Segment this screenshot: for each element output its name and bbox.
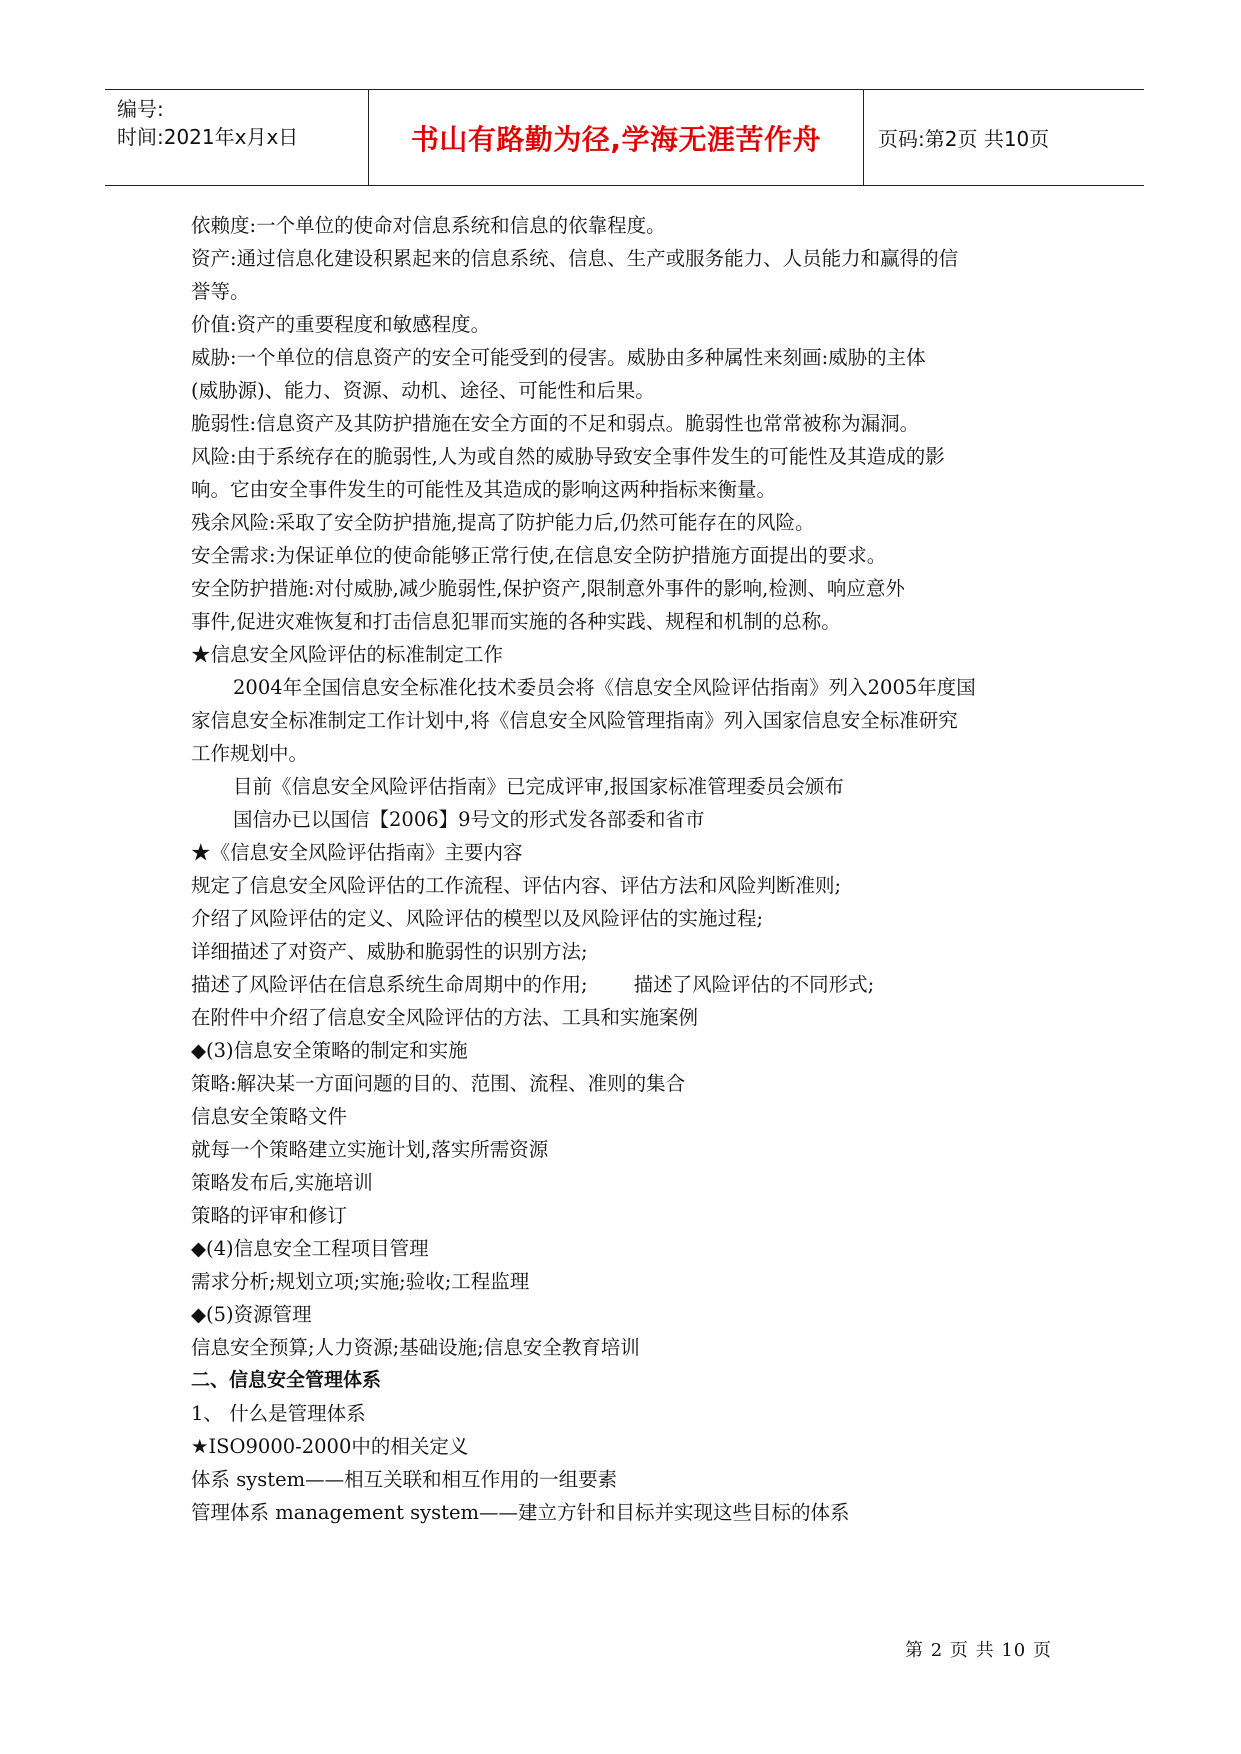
document-body	[191, 209, 1071, 1529]
header-motto: 书山有路勤为径,学海无涯苦作舟	[369, 90, 864, 185]
text-line: 策略:解决某一方面问题的目的、范围、流程、准则的集合	[191, 1072, 686, 1095]
text-line: 家信息安全标准制定工作计划中,将《信息安全风险管理指南》列入国家信息安全标准研究	[191, 709, 958, 732]
text-line	[191, 968, 1071, 1001]
section-heading: ★ISO9000-2000中的相关定义	[191, 1435, 469, 1458]
text-line: 威胁:一个单位的信息资产的安全可能受到的侵害。威胁由多种属性来刻画:威胁的主体	[191, 346, 926, 369]
section-heading: ◆(4)信息安全工程项目管理	[191, 1237, 429, 1260]
section-heading: ◆(5)资源管理	[191, 1303, 312, 1326]
page-footer: 第 2 页 共 10 页	[905, 1640, 1052, 1661]
chapter-heading: 二、信息安全管理体系	[191, 1369, 382, 1391]
text-line: 就每一个策略建立实施计划,落实所需资源	[191, 1138, 549, 1161]
page-header	[105, 89, 1144, 186]
text-line: 体系 system——相互关联和相互作用的一组要素	[191, 1468, 618, 1491]
doc-number-label: 编号:	[117, 97, 164, 121]
text-line: 目前《信息安全风险评估指南》已完成评审,报国家标准管理委员会颁布	[233, 775, 844, 798]
text-line: 风险:由于系统存在的脆弱性,人为或自然的威胁导致安全事件发生的可能性及其造成的影	[191, 445, 945, 468]
doc-time-label: 时间:2021年x月x日	[117, 125, 299, 149]
section-heading: ◆(3)信息安全策略的制定和实施	[191, 1039, 468, 1062]
text-line: 国信办已以国信【2006】9号文的形式发各部委和省市	[233, 808, 705, 831]
text-line: 详细描述了对资产、威胁和脆弱性的识别方法;	[191, 940, 588, 963]
text-line: 资产:通过信息化建设积累起来的信息系统、信息、生产或服务能力、人员能力和赢得的信	[191, 247, 959, 270]
text-line: 策略发布后,实施培训	[191, 1171, 373, 1194]
text-line: 残余风险:采取了安全防护措施,提高了防护能力后,仍然可能存在的风险。	[191, 511, 815, 534]
text-line: 依赖度:一个单位的使命对信息系统和信息的依靠程度。	[191, 214, 666, 237]
text-line: 工作规划中。	[191, 742, 309, 765]
text-line: 誉等。	[191, 280, 250, 303]
text-fragment: 描述了风险评估在信息系统生命周期中的作用;	[191, 973, 588, 996]
text-line: 脆弱性:信息资产及其防护措施在安全方面的不足和弱点。脆弱性也常常被称为漏洞。	[191, 412, 920, 435]
text-line: 信息安全预算;人力资源;基础设施;信息安全教育培训	[191, 1336, 640, 1359]
section-heading: ★信息安全风险评估的标准制定工作	[191, 643, 504, 666]
text-line: 策略的评审和修订	[191, 1204, 348, 1227]
header-meta	[105, 90, 369, 185]
text-line: 信息安全策略文件	[191, 1105, 348, 1128]
text-line: 安全防护措施:对付威胁,减少脆弱性,保护资产,限制意外事件的影响,检测、响应意外	[191, 577, 905, 600]
text-line: (威胁源)、能力、资源、动机、途径、可能性和后果。	[191, 379, 655, 402]
text-line: 响。它由安全事件发生的可能性及其造成的影响这两种指标来衡量。	[191, 478, 777, 501]
text-line: 安全需求:为保证单位的使命能够正常行使,在信息安全防护措施方面提出的要求。	[191, 544, 887, 567]
header-page-label: 页码:第2页 共10页	[878, 127, 1050, 151]
text-line: 需求分析;规划立项;实施;验收;工程监理	[191, 1270, 530, 1293]
text-line: 事件,促进灾难恢复和打击信息犯罪而实施的各种实践、规程和机制的总称。	[191, 610, 841, 633]
section-heading: ★《信息安全风险评估指南》主要内容	[191, 841, 523, 864]
text-line: 1、 什么是管理体系	[191, 1402, 366, 1425]
text-line: 管理体系 management system——建立方针和目标并实现这些目标的体系	[191, 1501, 850, 1524]
text-line: 2004年全国信息安全标准化技术委员会将《信息安全风险评估指南》列入2005年度国	[233, 676, 976, 699]
text-line: 在附件中介绍了信息安全风险评估的方法、工具和实施案例	[191, 1006, 699, 1029]
text-line: 规定了信息安全风险评估的工作流程、评估内容、评估方法和风险判断准则;	[191, 874, 842, 897]
text-fragment: 描述了风险评估的不同形式;	[633, 973, 875, 996]
text-line: 介绍了风险评估的定义、风险评估的模型以及风险评估的实施过程;	[191, 907, 764, 930]
text-line: 价值:资产的重要程度和敏感程度。	[191, 313, 491, 336]
